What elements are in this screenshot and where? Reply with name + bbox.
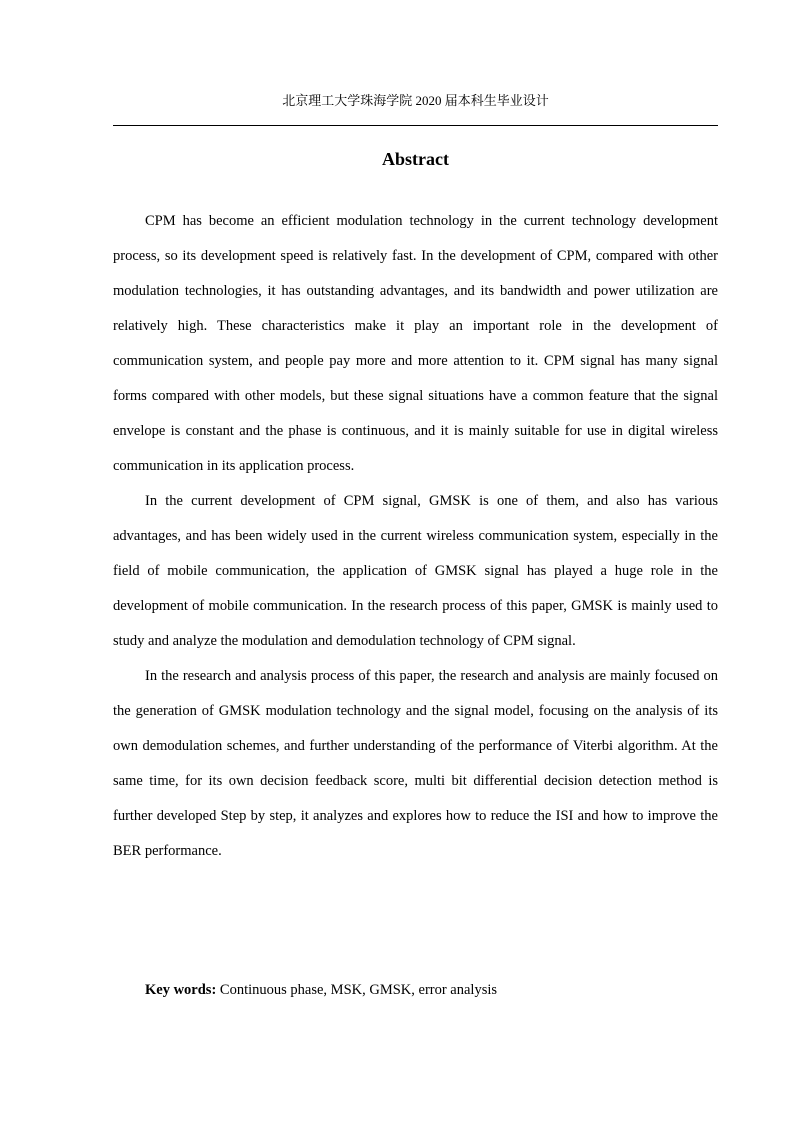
running-header: 北京理工大学珠海学院 2020 届本科生毕业设计 <box>282 93 549 108</box>
abstract-paragraph-3: In the research and analysis process of this paper, the research and analysis are mainly focused on the generation of GMSK modulation technology and the signal model, focusing on the analysis of its own demodulation schemes, and further understanding of the performance of Viterbi algorithm. At the same time, for its own decision feedback score, multi bit differential decision detection method is further developed Step by step, it analyzes and explores how to reduce the ISI and how to improve the BER performance. <box>113 668 718 859</box>
abstract-paragraph-1: CPM has become an efficient modulation technology in the current technology development process, so its development speed is relatively fast. In the development of CPM, compared with other modulation technologies, it has outstanding advantages, and its bandwidth and power utilization are relatively high. These characteristics make it play an important role in the development of communication system, and people pay more and more attention to it. CPM signal has many signal forms compared with other models, but these signal situations have a common feature that the signal envelope is constant and the phase is continuous, and it is mainly suitable for use in digital wireless communication in its application process. <box>113 213 718 474</box>
abstract-title: Abstract <box>382 149 449 169</box>
keywords-line <box>145 980 497 1000</box>
keywords-label: Key words: <box>145 982 217 998</box>
abstract-body <box>113 204 718 869</box>
abstract-paragraph-2: In the current development of CPM signal, GMSK is one of them, and also has various advantages, and has been widely used in the current wireless communication system, especially in the field of mobile communication, the application of GMSK signal has played a huge role in the development of mobile communication. In the research process of this paper, GMSK is mainly used to study and analyze the modulation and demodulation technology of CPM signal. <box>113 493 718 649</box>
header-divider <box>113 125 718 126</box>
keywords-value: Continuous phase, MSK, GMSK, error analysis <box>219 982 498 998</box>
